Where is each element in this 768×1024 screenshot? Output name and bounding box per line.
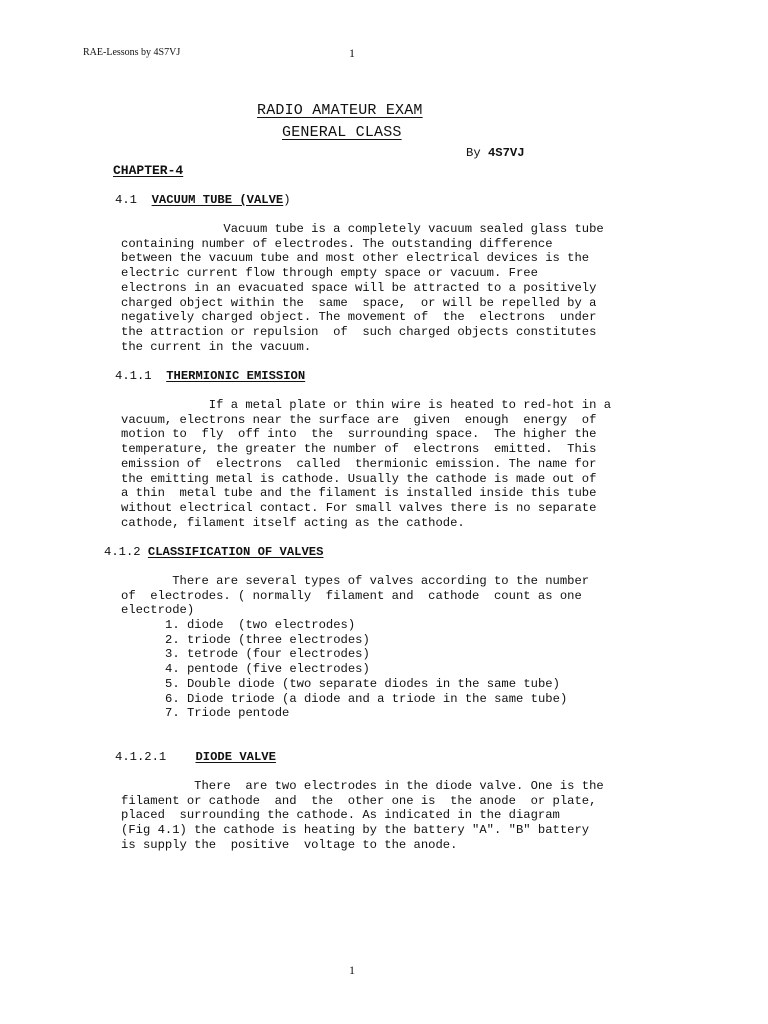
paragraph-line: between the vacuum tube and most other electrical devices is the <box>121 251 590 266</box>
section-heading-4-1-1 <box>115 369 305 383</box>
paragraph-line: charged object within the same space, or will be repelled by a <box>121 295 597 310</box>
paragraph-line: of electrodes. ( normally filament and cathode count as one <box>121 588 582 603</box>
byline-prefix: By <box>466 146 481 160</box>
section-number: 4.1.2 <box>104 545 141 559</box>
paragraph-line: There are two electrodes in the diode valve. One is the <box>121 779 604 793</box>
paragraph-line: electrons in an evacuated space will be attracted to a positively <box>121 280 597 295</box>
paragraph-line: the emitting metal is cathode. Usually the cathode is made out of <box>121 471 597 486</box>
section-title: DIODE VALVE <box>195 750 276 764</box>
section-heading-4-1-2 <box>104 545 323 559</box>
byline <box>466 146 525 160</box>
paragraph-line: is supply the positive voltage to the anode. <box>121 837 458 852</box>
list-item: 2. triode (three electrodes) <box>165 632 370 647</box>
section-title: VACUUM TUBE (VALVE <box>151 193 284 207</box>
paragraph-line: a thin metal tube and the filament is installed inside this tube <box>121 486 597 501</box>
paragraph-line: without electrical contact. For small valves there is no separate <box>121 500 597 515</box>
valve-type-list <box>165 618 567 721</box>
list-item: 4. pentode (five electrodes) <box>165 662 370 677</box>
paragraph-diode-valve <box>121 779 604 853</box>
paragraph-line: (Fig 4.1) the cathode is heating by the battery "A". "B" battery <box>121 823 590 838</box>
paragraph-line: temperature, the greater the number of electrons emitted. This <box>121 442 597 457</box>
paragraph-line: filament or cathode and the other one is the anode or plate, <box>121 793 597 808</box>
byline-callsign: 4S7VJ <box>487 146 525 160</box>
list-item: 3. tetrode (four electrodes) <box>165 647 370 662</box>
paragraph-line: electric current flow through empty space or vacuum. Free <box>121 266 538 281</box>
page-number-bottom: 1 <box>349 963 355 977</box>
paragraph-line: There are several types of valves according to the number <box>121 574 590 588</box>
chapter-heading: CHAPTER-4 <box>113 163 184 178</box>
paragraph-line: the current in the vacuum. <box>121 339 312 354</box>
section-number: 4.1 <box>115 193 137 207</box>
paragraph-thermionic <box>121 398 611 530</box>
list-item: 6. Diode triode (a diode and a triode in the same tube) <box>165 691 568 706</box>
paragraph-vacuum-tube <box>121 222 604 354</box>
paragraph-line: negatively charged object. The movement of the electrons under <box>121 310 597 325</box>
running-header: RAE-Lessons by 4S7VJ <box>83 47 181 58</box>
paragraph-line: vacuum, electrons near the surface are given enough energy of <box>121 412 597 427</box>
list-item: 1. diode (two electrodes) <box>165 618 356 632</box>
section-number: 4.1.1 <box>115 369 152 383</box>
paragraph-classification <box>121 574 589 618</box>
section-title-tail: ) <box>283 193 291 207</box>
paragraph-line: cathode, filament itself acting as the cathode. <box>121 515 465 530</box>
section-heading-4-1-2-1 <box>115 750 276 764</box>
section-title: THERMIONIC EMISSION <box>166 369 306 383</box>
paragraph-line: placed surrounding the cathode. As indicated in the diagram <box>121 808 560 823</box>
list-item: 5. Double diode (two separate diodes in the same tube) <box>165 676 560 691</box>
section-number: 4.1.2.1 <box>115 750 167 764</box>
doc-title-line2: GENERAL CLASS <box>282 124 402 141</box>
paragraph-line: Vacuum tube is a completely vacuum sealed glass tube <box>121 222 604 236</box>
doc-title-line1: RADIO AMATEUR EXAM <box>257 102 423 119</box>
paragraph-line: emission of electrons called thermionic emission. The name for <box>121 456 597 471</box>
section-heading-4-1 <box>115 193 291 207</box>
list-item: 7. Triode pentode <box>165 706 290 721</box>
paragraph-line: containing number of electrodes. The outstanding difference <box>121 236 553 251</box>
page-number-top: 1 <box>349 46 355 60</box>
paragraph-line: motion to fly off into the surrounding space. The higher the <box>121 427 597 442</box>
paragraph-line: If a metal plate or thin wire is heated to red-hot in a <box>121 398 612 412</box>
paragraph-line: the attraction or repulsion of such charged objects constitutes <box>121 324 597 339</box>
paragraph-line: electrode) <box>121 603 195 618</box>
section-title: CLASSIFICATION OF VALVES <box>147 545 324 559</box>
